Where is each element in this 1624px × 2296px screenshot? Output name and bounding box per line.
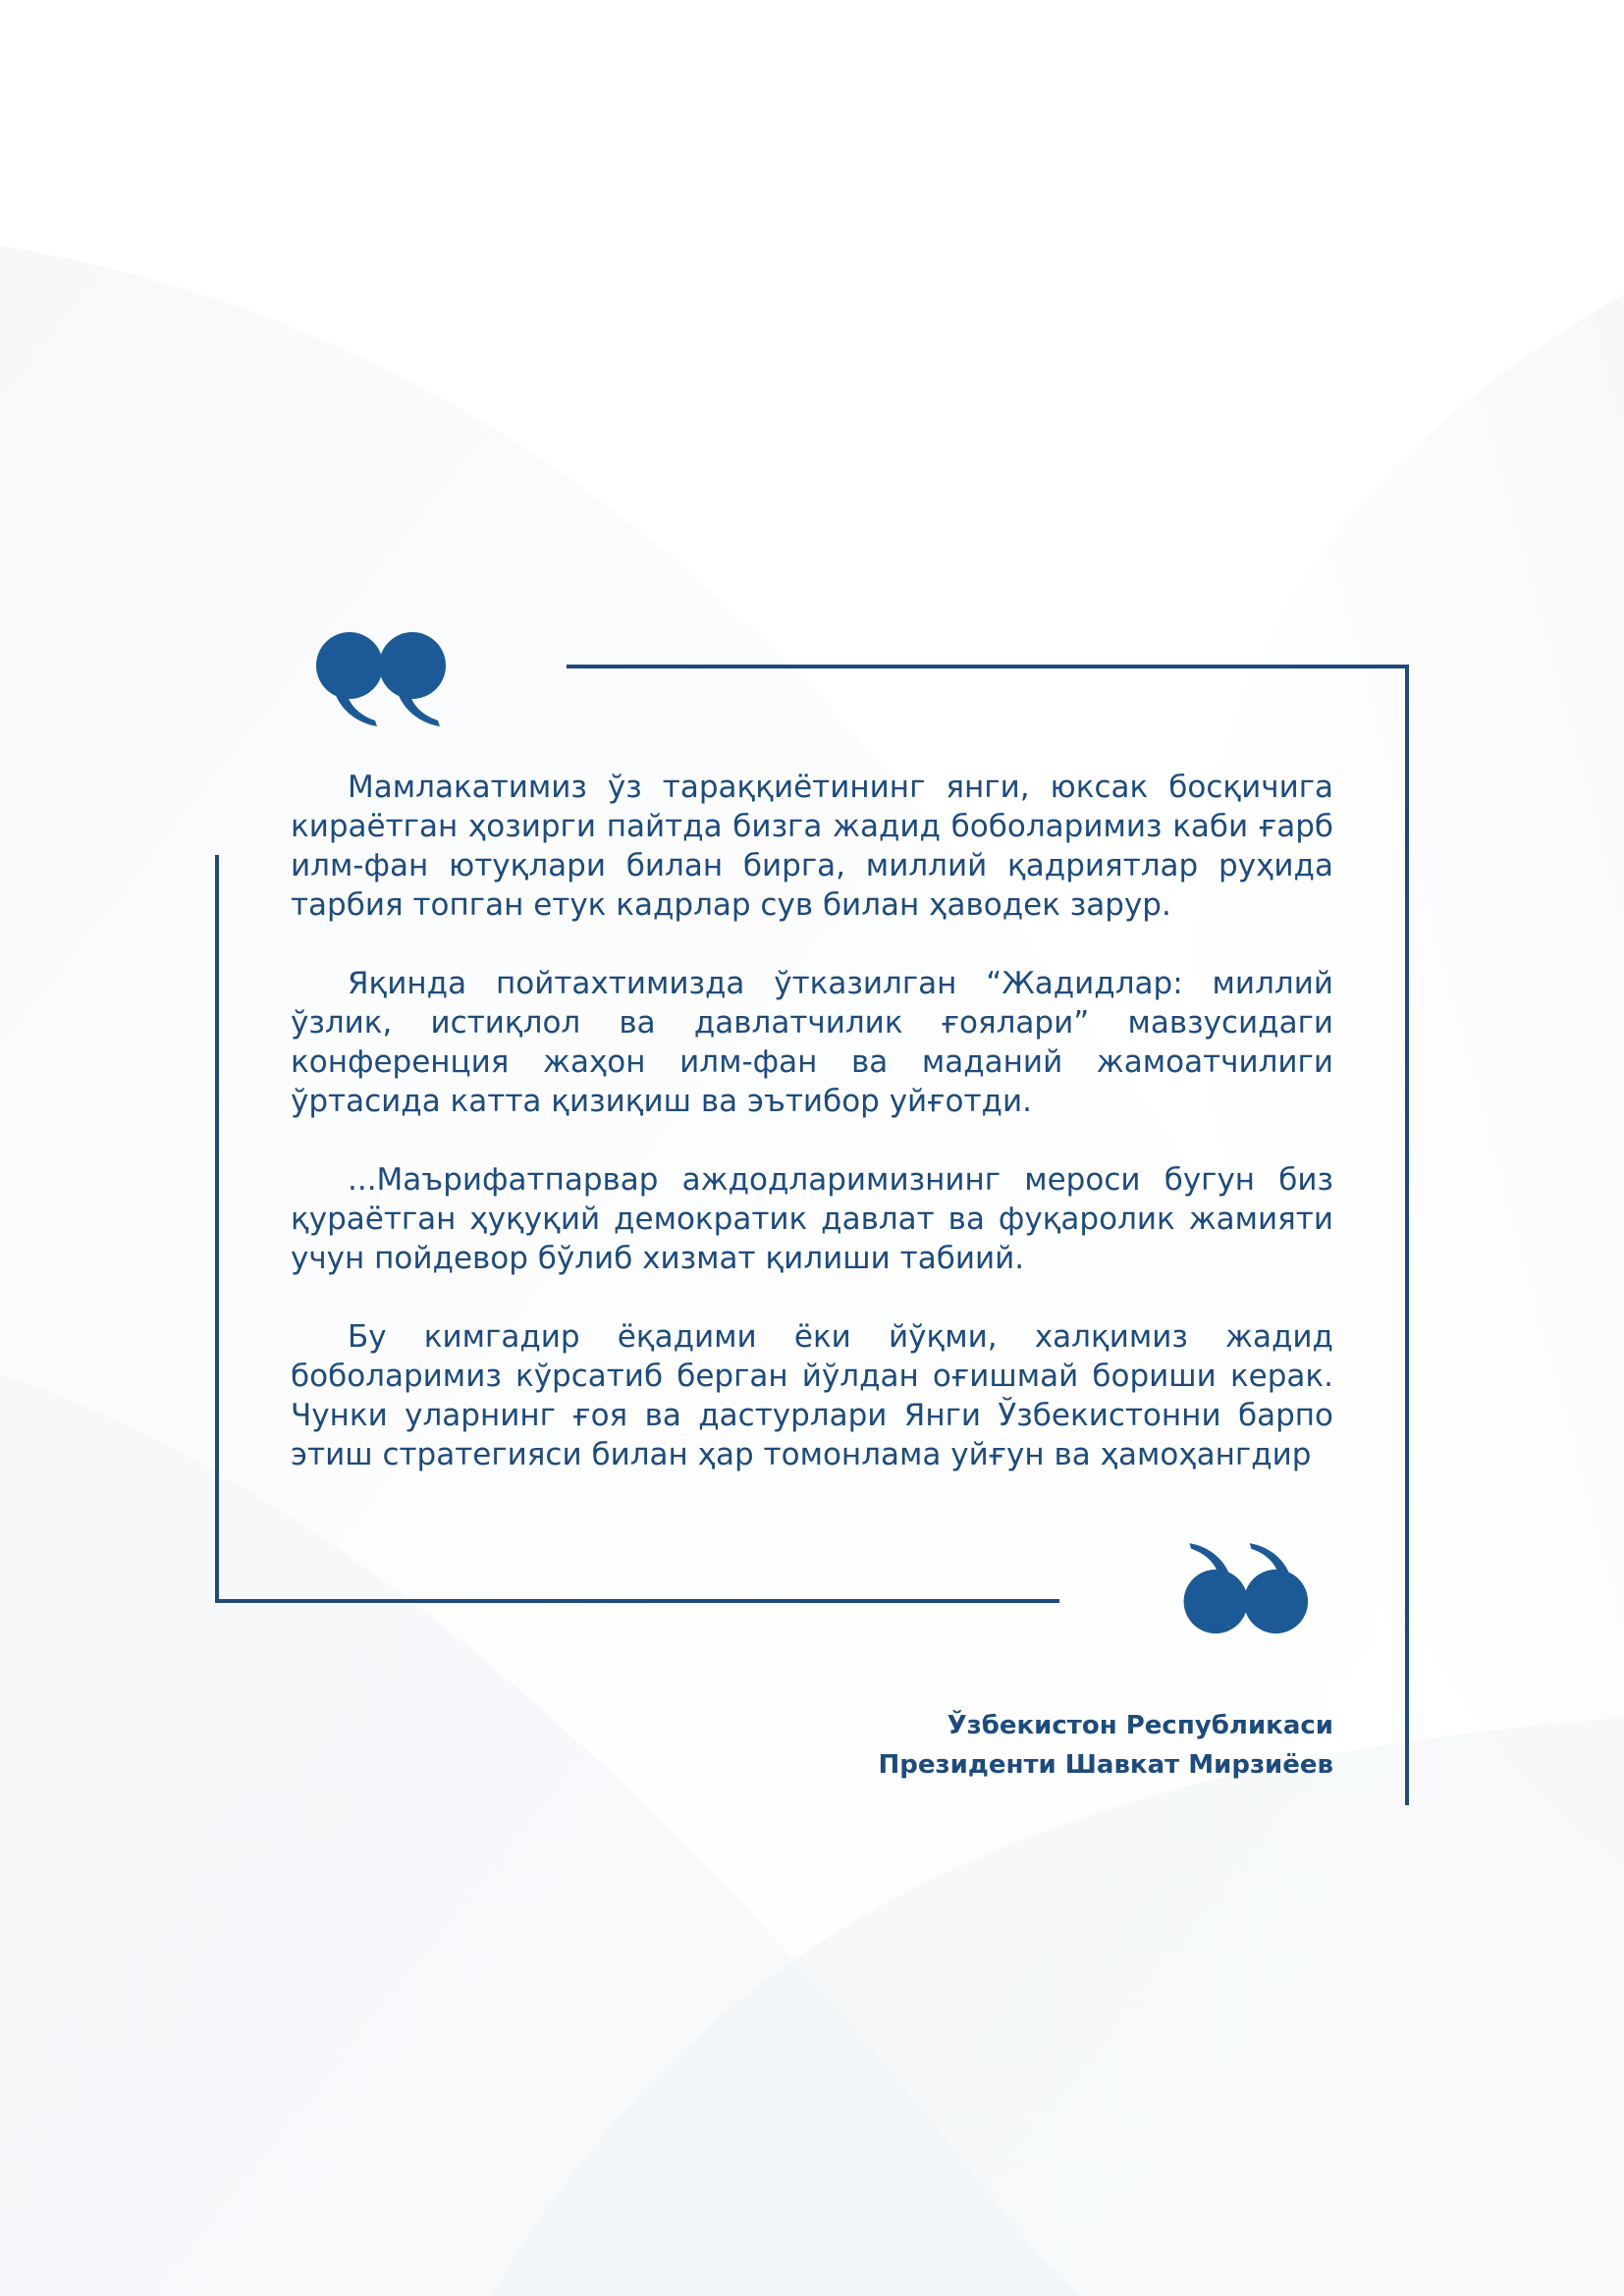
open-quote-icon <box>314 624 456 730</box>
frame-right-line <box>1405 665 1409 1805</box>
signature-line-2: Президенти Шавкат Мирзиёев <box>878 1750 1333 1780</box>
quote-paragraph-4: Бу кимгадир ёқадими ёки йўқми, халқимиз жадид боболаримиз кўрсатиб берган йўлдан оғишмай бориши керак. Чунки уларнинг ғоя ва дастурлари Янги Ўзбекистонни барпо этиш стратегияси билан ҳар томонлама уйғун ва ҳамоҳангдир <box>291 1319 1333 1472</box>
close-quote-icon <box>1174 1537 1310 1643</box>
frame-bottom-line <box>215 1599 1059 1603</box>
quote-paragraph-1: Мамлакатимиз ўз тараққиётининг янги, юксак босқичига кираётган ҳозирги пайтда бизга жадид боболаримиз каби ғарб илм-фан ютуқлари билан бирга, миллий қадриятлар руҳида тарбия топган етук кадрлар сув билан ҳаводек зарур. <box>291 770 1333 923</box>
frame-top-line <box>567 665 1409 668</box>
signature <box>879 1706 1333 1785</box>
quote-paragraph-2: Яқинда пойтахтимизда ўтказилган “Жадидлар: миллий ўзлик, истиқлол ва давлатчилик ғоялари” мавзусидаги конференция жаҳон илм-фан ва маданий жамоатчилиги ўртасида катта қизиқиш ва эътибор уйғотди. <box>291 966 1333 1119</box>
quote-body <box>291 768 1333 1474</box>
frame-left-line <box>215 855 219 1603</box>
quote-paragraph-3: ...Маърифатпарвар аждодларимизнинг мероси бугун биз қураётган ҳуқуқий демократик давлат ва фуқаролик жамияти учун пойдевор бўлиб хизмат қилиши табиий. <box>291 1162 1333 1276</box>
signature-line-1: Ўзбекистон Республикаси <box>947 1711 1333 1740</box>
